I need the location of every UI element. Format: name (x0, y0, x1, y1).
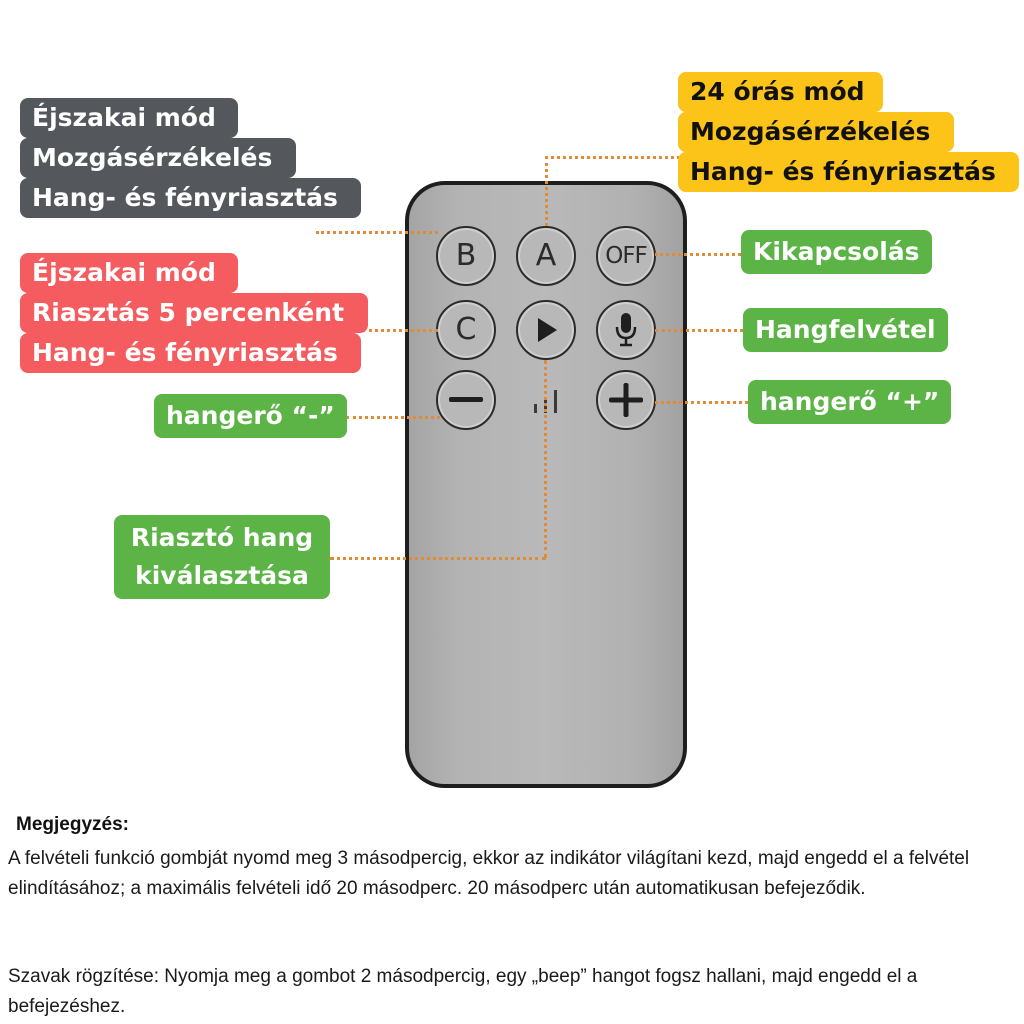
label-line: Riasztás 5 percenként (20, 293, 368, 333)
connector-b (316, 231, 438, 234)
connector-play-horizontal (330, 557, 546, 560)
label-record: Hangfelvétel (743, 308, 948, 352)
label-line: Éjszakai mód (20, 253, 238, 293)
label-volume-plus: hangerő “+” (748, 380, 951, 424)
off-button[interactable] (596, 226, 656, 286)
connector-a-vertical (545, 156, 548, 226)
connector-play-vertical (544, 360, 547, 558)
volume-plus-button[interactable] (596, 370, 656, 430)
off-button-label: OFF (605, 242, 647, 269)
label-line: Hang- és fényriasztás (678, 152, 1019, 192)
plus-icon (609, 383, 643, 417)
label-alarm-sound (114, 515, 330, 599)
a-button-label: A (535, 238, 557, 273)
label-volume-minus: hangerő “-” (154, 394, 347, 438)
label-line: 24 órás mód (678, 72, 883, 112)
play-button[interactable] (516, 300, 576, 360)
c-button-label: C (455, 312, 477, 347)
c-button[interactable] (436, 300, 496, 360)
label-line: kiválasztása (135, 561, 309, 590)
label-line: Hang- és fényriasztás (20, 333, 361, 373)
connector-off (655, 253, 741, 256)
connector-volume-minus (346, 416, 440, 419)
volume-minus-button[interactable] (436, 370, 496, 430)
label-line: Hang- és fényriasztás (20, 178, 361, 218)
label-line: Mozgásérzékelés (678, 112, 954, 152)
label-line: Éjszakai mód (20, 98, 238, 138)
note-paragraph-2: Szavak rögzítése: Nyomja meg a gombot 2 másodpercig, egy „beep” hangot fogsz hallani, majd engedd el a befejezéshez. (8, 966, 918, 1017)
connector-c (362, 329, 438, 332)
microphone-icon (612, 311, 640, 349)
note-title: Megjegyzés: (16, 814, 129, 835)
connector-record (655, 329, 743, 332)
b-button[interactable] (436, 226, 496, 286)
record-button[interactable] (596, 300, 656, 360)
label-line: Riasztó hang (130, 523, 314, 552)
note-paragraph-1: A felvételi funkció gombját nyomd meg 3 másodpercig, ekkor az indikátor világítani kezd, majd engedd el a felvétel elindításához; a maximális felvételi idő 20 másodperc. 20 másodperc után automatikusan befejeződik. (8, 848, 970, 899)
connector-a-horizontal (545, 156, 680, 159)
a-button[interactable] (516, 226, 576, 286)
label-off: Kikapcsolás (741, 230, 932, 274)
b-button-label: B (455, 238, 477, 273)
play-icon (532, 315, 560, 345)
connector-volume-plus (655, 401, 748, 404)
label-line: Mozgásérzékelés (20, 138, 296, 178)
minus-icon (449, 397, 483, 403)
